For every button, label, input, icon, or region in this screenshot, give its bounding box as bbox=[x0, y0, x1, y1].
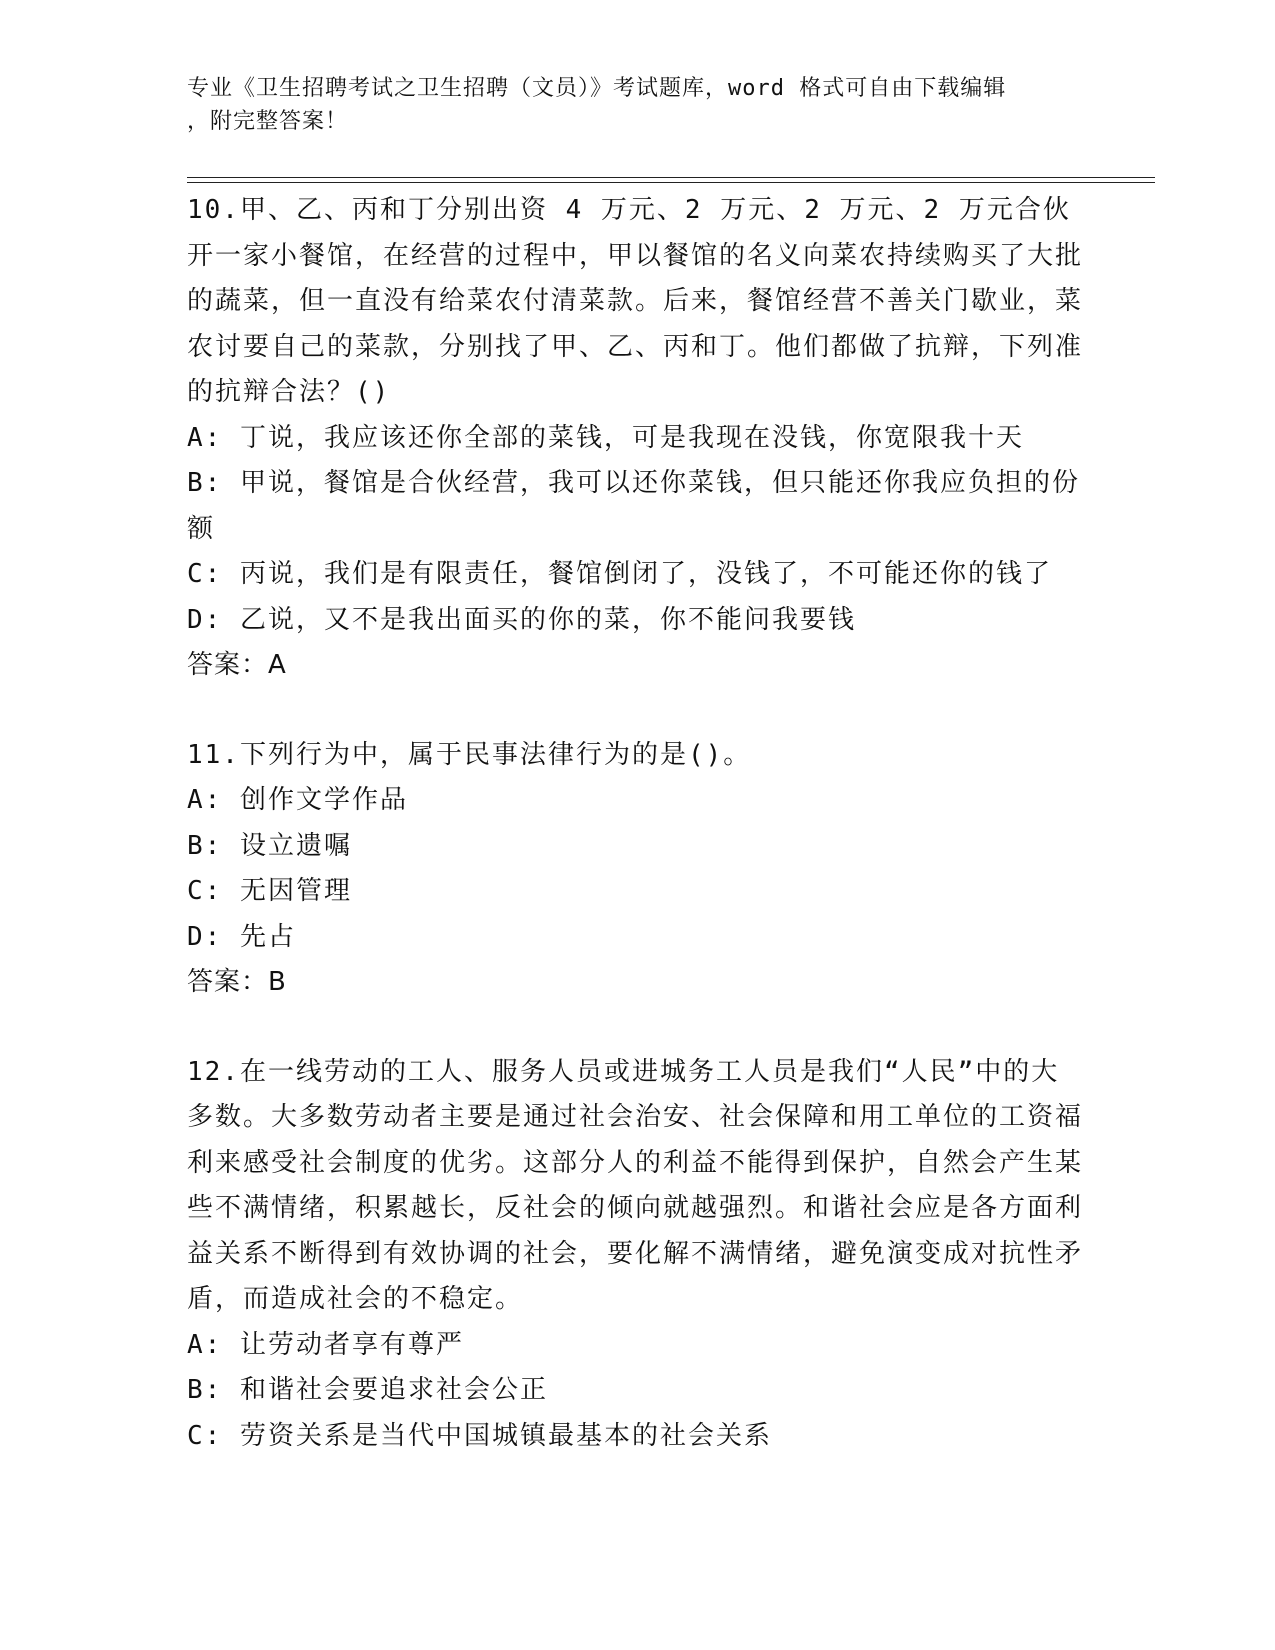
option-c: C: 劳资关系是当代中国城镇最基本的社会关系 bbox=[187, 1420, 772, 1451]
question-11 bbox=[187, 733, 1087, 1006]
header-rule-bottom bbox=[187, 182, 1155, 183]
document-header bbox=[187, 72, 1087, 138]
question-list bbox=[187, 188, 1087, 1459]
question-stem: 11.下列行为中，属于民事法律行为的是()。 bbox=[187, 739, 752, 770]
option-d: D: 先占 bbox=[187, 921, 296, 952]
option-b: B: 和谐社会要追求社会公正 bbox=[187, 1375, 548, 1405]
answer: 答案：B bbox=[187, 967, 287, 997]
option-a: A: 创作文学作品 bbox=[187, 785, 408, 815]
option-d: D: 乙说，又不是我出面买的你的菜，你不能问我要钱 bbox=[187, 604, 856, 635]
option-c: C: 无因管理 bbox=[187, 876, 352, 906]
header-line-1: 专业《卫生招聘考试之卫生招聘（文员）》考试题库，word 格式可自由下载编辑 bbox=[187, 76, 1007, 101]
header-rule-top bbox=[187, 177, 1155, 178]
header-line-2: ，附完整答案！ bbox=[187, 109, 349, 134]
question-12 bbox=[187, 1050, 1087, 1460]
question-stem: 12.在一线劳动的工人、服务人员或进城务工人员是我们“人民”中的大多数。大多数劳动者主要是通过社会治安、社会保障和用工单位的工资福利来感受社会制度的优劣。这部分人的利益不能得到保护，自然会产生某些不满情绪，积累越长，反社会的倾向就越强烈。和谐社会应是各方面利益关系不断得到有效协调的社会，要化解不满情绪，避免演变成对抗性矛盾，而造成社会的不稳定。 bbox=[187, 1056, 1084, 1314]
option-a: A: 让劳动者享有尊严 bbox=[187, 1329, 464, 1360]
option-a: A: 丁说，我应该还你全部的菜钱，可是我现在没钱，你宽限我十天 bbox=[187, 422, 1024, 453]
answer: 答案：A bbox=[187, 650, 287, 680]
question-stem: 10.甲、乙、丙和丁分别出资 4 万元、2 万元、2 万元、2 万元合伙开一家小餐馆，在经营的过程中，甲以餐馆的名义向菜农持续购买了大批的蔬菜，但一直没有给菜农付清菜款。后来，餐馆经营不善关门歇业，菜农讨要自己的菜款，分别找了甲、乙、丙和丁。他们都做了抗辩，下列准的抗辩合法？() bbox=[187, 195, 1084, 407]
option-c: C: 丙说，我们是有限责任，餐馆倒闭了，没钱了，不可能还你的钱了 bbox=[187, 559, 1052, 589]
option-b: B: 设立遗嘱 bbox=[187, 830, 352, 861]
option-b: B: 甲说，餐馆是合伙经营，我可以还你菜钱，但只能还你我应负担的份额 bbox=[187, 468, 1080, 544]
question-10 bbox=[187, 188, 1087, 689]
